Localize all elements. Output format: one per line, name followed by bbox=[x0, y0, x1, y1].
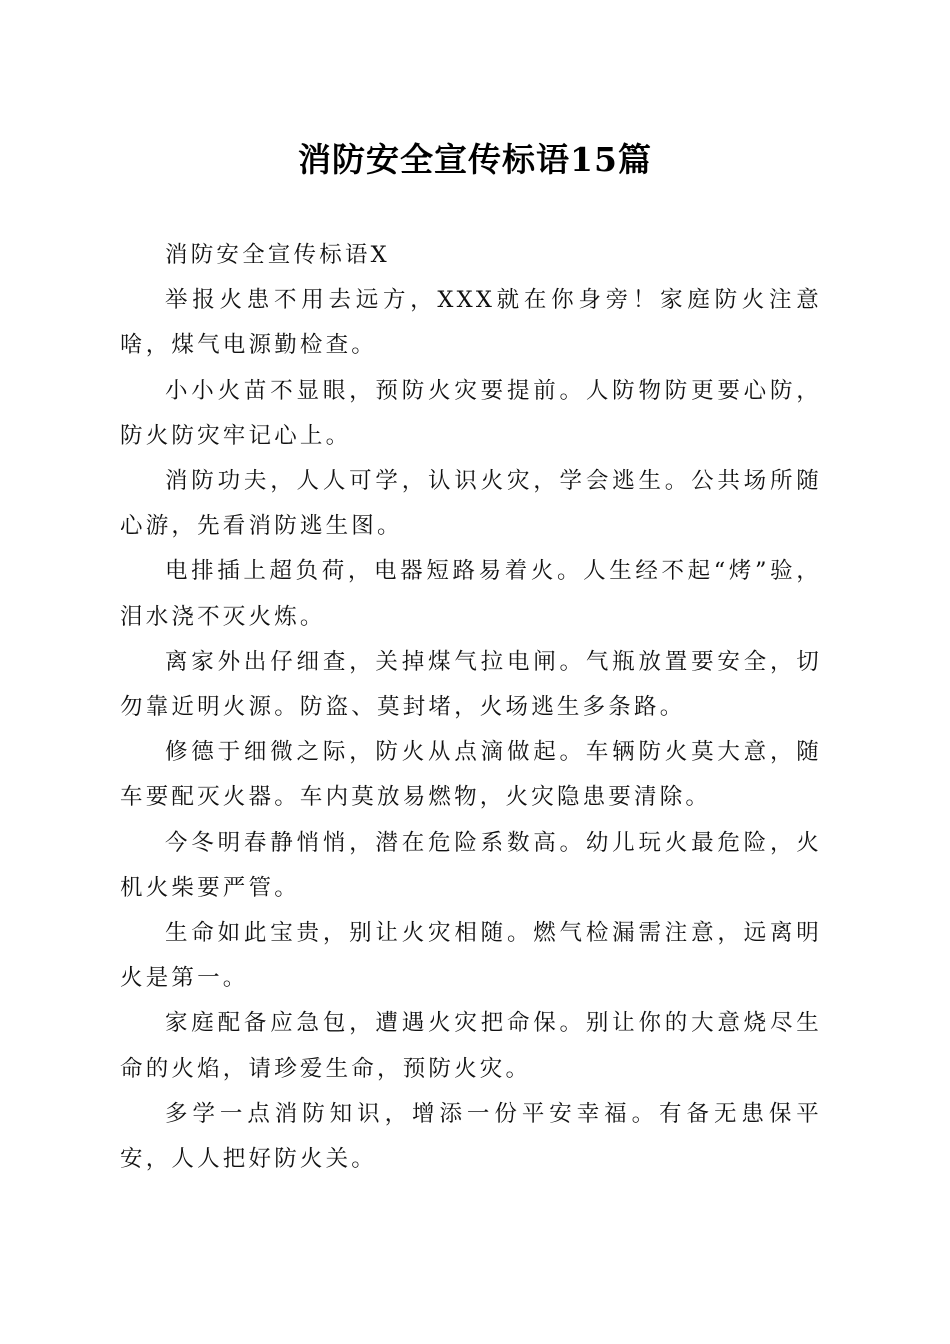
paragraph: 举报火患不用去远方，XXX就在你身旁！家庭防火注意啥，煤气电源勤检查。 bbox=[120, 287, 822, 359]
paragraph: 消防功夫，人人可学，认识火灾，学会逃生。公共场所随心游，先看消防逃生图。 bbox=[120, 468, 822, 540]
paragraph: 多学一点消防知识，增添一份平安幸福。有备无患保平安，人人把好防火关。 bbox=[120, 1100, 822, 1173]
paragraph: 电排插上超负荷，电器短路易着火。人生经不起“烤”验，泪水浇不灭火炼。 bbox=[120, 558, 822, 630]
paragraph-subtitle: 消防安全宣传标语X bbox=[165, 242, 390, 268]
paragraph: 家庭配备应急包，遭遇火灾把命保。别让你的大意烧尽生命的火焰，请珍爱生命，预防火灾。 bbox=[120, 1010, 822, 1082]
document-body bbox=[120, 233, 822, 1182]
paragraph: 修德于细微之际，防火从点滴做起。车辆防火莫大意，随车要配灭火器。车内莫放易燃物，火灾隐患要清除。 bbox=[120, 739, 822, 811]
paragraph: 今冬明春静悄悄，潜在危险系数高。幼儿玩火最危险，火机火柴要严管。 bbox=[120, 829, 822, 901]
paragraph: 生命如此宝贵，别让火灾相随。燃气检漏需注意，远离明火是第一。 bbox=[120, 920, 822, 992]
document-title: 消防安全宣传标语15篇 bbox=[298, 140, 652, 179]
paragraph: 小小火苗不显眼，预防火灾要提前。人防物防更要心防，防火防灾牢记心上。 bbox=[120, 377, 822, 449]
paragraph: 离家外出仔细查，关掉煤气拉电闸。气瓶放置要安全，切勿靠近明火源。防盗、莫封堵，火场逃生多条路。 bbox=[120, 648, 822, 721]
